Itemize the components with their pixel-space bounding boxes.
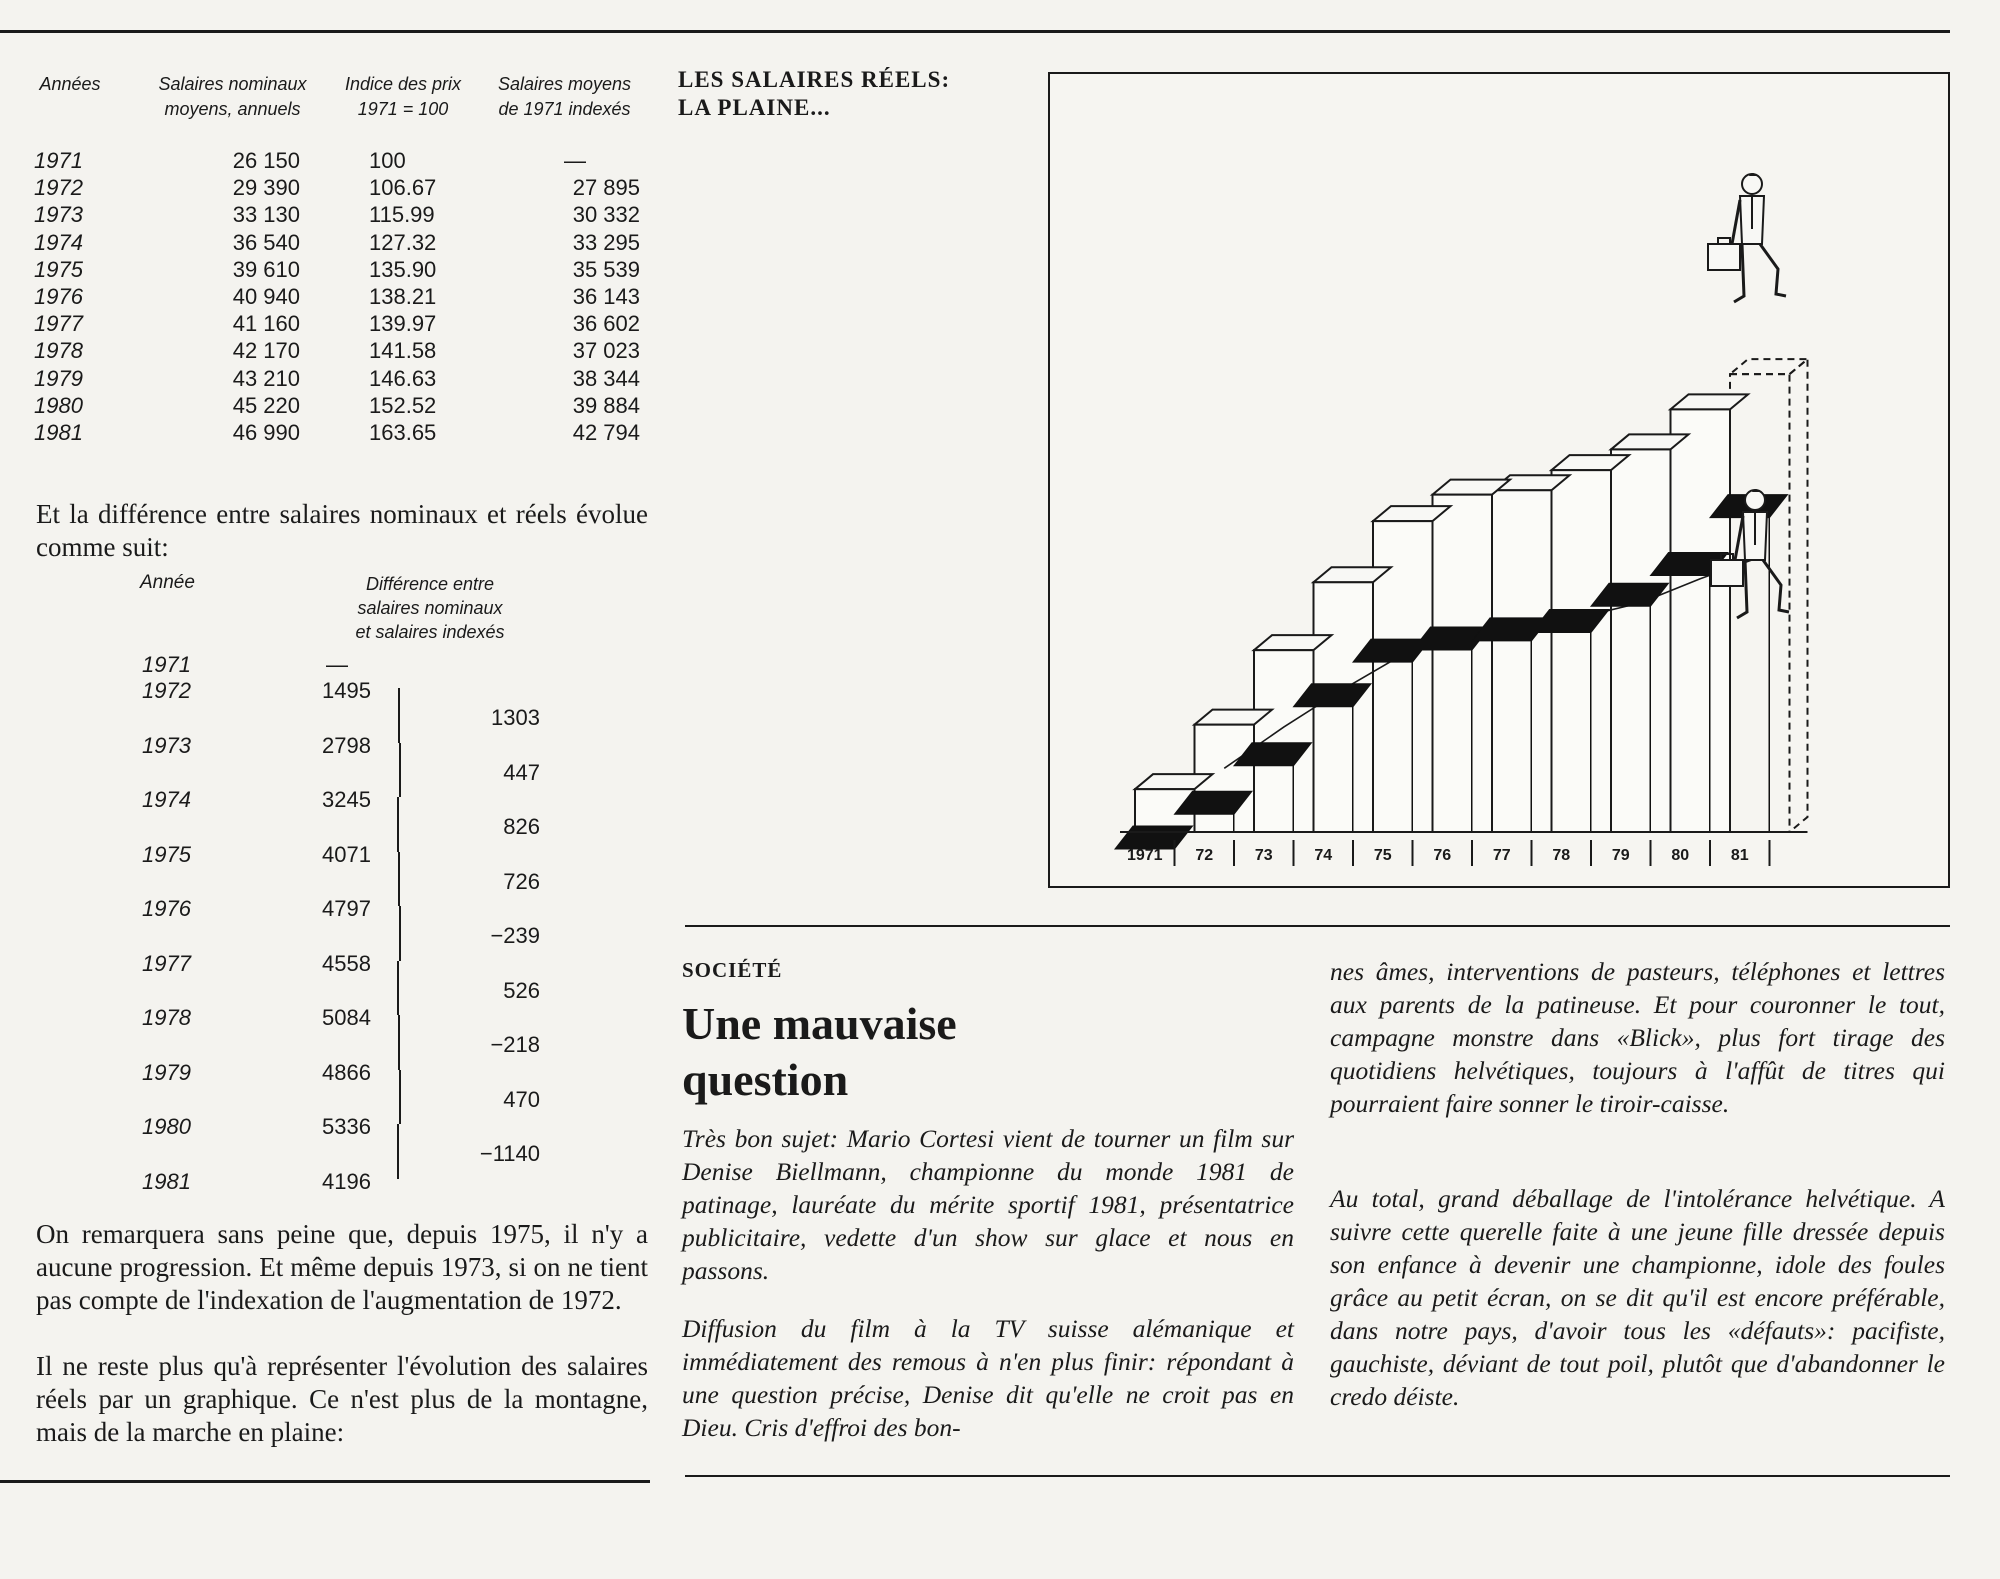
- x-tick-label: 76: [1433, 847, 1452, 864]
- diff-connector: [397, 961, 399, 1016]
- year-cell: 1971: [34, 148, 83, 173]
- x-tick-label: 74: [1314, 847, 1333, 864]
- year-cell: 1980: [34, 392, 83, 418]
- diff-year: 1980: [142, 1114, 191, 1139]
- real-wage-step: [1115, 826, 1193, 849]
- value-cell: 43 210: [232, 365, 300, 391]
- real-wage-step-edge: [1531, 641, 1533, 832]
- x-tick-label: 73: [1254, 847, 1273, 864]
- diff-year: 1978: [142, 1005, 191, 1030]
- nominal-bar: [1492, 490, 1552, 832]
- value-cell: 138.21: [369, 284, 437, 309]
- diff-year: 1974: [142, 787, 191, 812]
- real-wage-step-edge: [1471, 650, 1473, 832]
- diff-value: 2798: [322, 732, 371, 758]
- real-wage-step-edge: [1233, 814, 1235, 832]
- diff-year: 1979: [142, 1059, 191, 1085]
- value-cell: 42 794: [572, 420, 640, 445]
- diff-year: 1976: [142, 896, 191, 921]
- value-cell: 46 990: [232, 420, 300, 445]
- diff-change: −218: [490, 1032, 540, 1057]
- value-cell: 42 170: [232, 338, 300, 364]
- diff-change: −239: [490, 923, 540, 948]
- year-cell: 1974: [34, 229, 83, 255]
- article-col1-p1: Très bon sujet: Mario Cortesi vient de tourner un film sur Denise Biellmann, championne du monde 1981 de patinage, lauréate du mérite sportif 1981, présentatrice publicitaire, vedette d'un show sur glace et nous en passons.: [682, 1124, 1294, 1285]
- real-wage-step-edge: [1590, 633, 1592, 832]
- header-line: Salaires nominaux: [158, 74, 307, 94]
- diff-value: 5084: [322, 1005, 371, 1030]
- value-cell: 29 390: [232, 175, 300, 201]
- article-title: [682, 996, 957, 1108]
- value-cell: 152.52: [369, 392, 437, 418]
- diff-year: 1977: [142, 950, 191, 976]
- nominal-bar: [1433, 495, 1493, 832]
- table-row: [34, 229, 640, 257]
- real-wage-step-edge: [1769, 518, 1771, 832]
- value-cell: 100: [369, 148, 406, 173]
- value-cell: 40 940: [232, 284, 300, 309]
- table-row: [34, 175, 640, 202]
- nominal-bar: [1671, 409, 1731, 832]
- intro-paragraph: Et la différence entre salaires nominaux et réels évolue comme suit:: [36, 499, 648, 562]
- table-row: [34, 392, 640, 420]
- table-row: [34, 420, 640, 447]
- header-line: Salaires moyens: [497, 74, 632, 94]
- diff-value: 1495: [322, 678, 371, 703]
- table-row: [34, 311, 640, 338]
- real-wage-step-edge: [1352, 707, 1354, 832]
- value-cell: 37 023: [572, 338, 640, 364]
- article-top-rule: [685, 925, 1950, 927]
- diff-value: 4558: [322, 950, 371, 976]
- header-difference: [330, 572, 530, 644]
- diff-change: 526: [503, 977, 540, 1003]
- header-line: de 1971 indexés: [498, 99, 631, 119]
- value-cell: 36 143: [572, 284, 640, 309]
- table-row: [34, 148, 634, 175]
- header-line: 1971 = 100: [357, 99, 449, 119]
- real-wage-step-edge: [1650, 606, 1652, 832]
- nominal-bar: [1611, 449, 1671, 832]
- header-indexed: [482, 72, 647, 122]
- top-rule: [0, 30, 1950, 33]
- diff-year: 1975: [142, 841, 191, 867]
- chart-heading-line: LA PLAINE...: [678, 95, 831, 120]
- value-cell: 36 540: [232, 229, 300, 255]
- diff-value: 4797: [322, 896, 371, 921]
- diff-value: 4196: [322, 1168, 371, 1194]
- diff-year: 1981: [142, 1168, 191, 1194]
- x-tick-label: 79: [1611, 847, 1630, 864]
- header-line: moyens, annuels: [164, 99, 301, 119]
- table-row: [34, 284, 640, 311]
- year-cell: 1972: [34, 175, 83, 201]
- bottom-rule-right: [685, 1475, 1950, 1477]
- x-tick-label: 81: [1730, 847, 1749, 864]
- header-nominal: [140, 72, 325, 122]
- nominal-bar-top: [1730, 359, 1808, 374]
- diff-change: 1303: [491, 705, 540, 730]
- year-cell: 1973: [34, 202, 83, 228]
- salary-chart: [1050, 74, 1948, 886]
- year-cell: 1976: [34, 284, 83, 309]
- nominal-bar-side: [1790, 359, 1808, 832]
- header-years: [30, 72, 110, 97]
- diff-value: 3245: [322, 787, 371, 812]
- value-cell: 38 344: [572, 365, 640, 391]
- nominal-bar: [1552, 470, 1612, 832]
- conclusion-paragraph: On remarquera sans peine que, depuis 1975, il n'y a aucune progression. Et même depuis 1973, si on ne tient pas compte de l'indexation de l'augmentation de 1972.: [36, 1219, 648, 1315]
- x-tick-label: 75: [1373, 847, 1392, 864]
- header-price-index: [328, 72, 478, 122]
- diff-change: 826: [503, 814, 540, 839]
- value-cell: 146.63: [369, 365, 437, 391]
- diff-change: 447: [503, 759, 540, 785]
- diff-connector: [397, 1124, 399, 1179]
- nominal-bar-top: [1671, 394, 1749, 409]
- value-cell: 39 884: [572, 392, 640, 418]
- article-col1-p2: Diffusion du film à la TV suisse alémanique et immédiatement des remous à n'en plus finir: répondant à une question précise, Denise dit qu'elle ne croit pas en Dieu. Cris d'effroi des bon-: [682, 1314, 1294, 1442]
- value-cell: 36 602: [572, 311, 640, 337]
- x-tick-label: 80: [1671, 847, 1690, 864]
- value-cell: 135.90: [369, 256, 437, 282]
- header-line: Indice des prix: [344, 74, 462, 94]
- title-line: question: [682, 1054, 849, 1105]
- year-cell: 1979: [34, 365, 83, 391]
- diff-change: −1140: [479, 1141, 540, 1166]
- diff-connector: [398, 1015, 400, 1070]
- diff-year: 1973: [142, 732, 191, 758]
- businessman-top-icon: [1708, 173, 1786, 302]
- table-row: [34, 256, 640, 284]
- diff-connector: [398, 688, 400, 743]
- diff-connector: [398, 852, 400, 907]
- value-cell: —: [564, 148, 586, 173]
- year-cell: 1981: [34, 420, 83, 445]
- value-cell: 27 895: [572, 175, 640, 201]
- year-cell: 1978: [34, 338, 83, 364]
- x-tick-label: 72: [1195, 847, 1214, 864]
- diff-year: 1971: [142, 652, 191, 677]
- diff-year: 1972: [142, 678, 191, 703]
- diff-connector: [399, 906, 401, 961]
- diff-connector: [399, 743, 401, 798]
- value-cell: 39 610: [232, 256, 300, 282]
- header-line: salaires nominaux: [357, 598, 503, 618]
- diff-value: 4071: [322, 841, 371, 867]
- diff-change: 470: [503, 1086, 540, 1112]
- table-row: [34, 365, 640, 393]
- chart-frame: [1048, 72, 1950, 888]
- value-cell: 127.32: [369, 229, 437, 255]
- value-cell: 45 220: [232, 392, 300, 418]
- diff-change: 726: [503, 868, 540, 894]
- x-tick-label: 77: [1492, 847, 1511, 864]
- diff-value: —: [326, 652, 348, 677]
- header-line: et salaires indexés: [355, 622, 505, 642]
- article-col2-p2: Au total, grand déballage de l'intolérance helvétique. A suivre cette querelle faite à une jeune fille dressée depuis son enfance à devenir une championne, idole des foules grâce au petit écran, on se dit qu'il est encore préférable, dans notre pays, d'avoir tous les «défauts»: pacifiste, gauchiste, déviant de tout poil, plutôt que d'abandonner le credo déiste.: [1330, 1184, 1945, 1411]
- value-cell: 30 332: [572, 202, 640, 228]
- real-wage-step-edge: [1412, 662, 1414, 832]
- value-cell: 33 130: [232, 202, 300, 228]
- header-line: Années: [39, 74, 101, 94]
- value-cell: 33 295: [572, 229, 640, 255]
- article-col2-p1: nes âmes, interventions de pasteurs, téléphones et lettres aux parents de la patineuse. Et pour couronner le tout, campagne monstre dans «Blick», plus fort tirage des quotidiens helvétiques, toujours à l'affût de titres qui pourraient faire sonner le tiroir-caisse.: [1330, 957, 1945, 1118]
- value-cell: 163.65: [369, 420, 437, 445]
- real-wage-step-edge: [1293, 766, 1295, 832]
- chart-heading-line: LES SALAIRES RÉELS:: [678, 67, 951, 92]
- title-line: Une mauvaise: [682, 998, 957, 1049]
- value-cell: 26 150: [232, 148, 300, 173]
- value-cell: 106.67: [369, 175, 437, 201]
- header-line: Différence entre: [365, 574, 495, 594]
- value-cell: 141.58: [369, 338, 437, 364]
- bottom-rule-left: [0, 1480, 650, 1483]
- header-year: Année: [140, 572, 195, 593]
- conclusion-paragraph-2: Il ne reste plus qu'à représenter l'évolution des salaires réels par un graphique. Ce n'est plus de la montagne, mais de la marche en plaine:: [36, 1351, 648, 1447]
- year-cell: 1975: [34, 256, 83, 282]
- x-tick-label: 78: [1552, 847, 1571, 864]
- diff-value: 4866: [322, 1059, 371, 1085]
- table-row: [34, 338, 640, 365]
- real-wage-step-edge: [1709, 576, 1711, 832]
- value-cell: 139.97: [369, 311, 437, 337]
- value-cell: 115.99: [369, 202, 435, 228]
- article-section: SOCIÉTÉ: [682, 958, 783, 982]
- diff-value: 5336: [322, 1114, 371, 1139]
- value-cell: 41 160: [232, 311, 300, 337]
- diff-connector: [397, 797, 399, 852]
- chart-heading: [678, 66, 950, 122]
- year-cell: 1977: [34, 311, 83, 337]
- table-row: [34, 202, 640, 229]
- diff-connector: [399, 1070, 401, 1125]
- x-tick-label: 1971: [1126, 847, 1163, 864]
- value-cell: 35 539: [572, 256, 640, 282]
